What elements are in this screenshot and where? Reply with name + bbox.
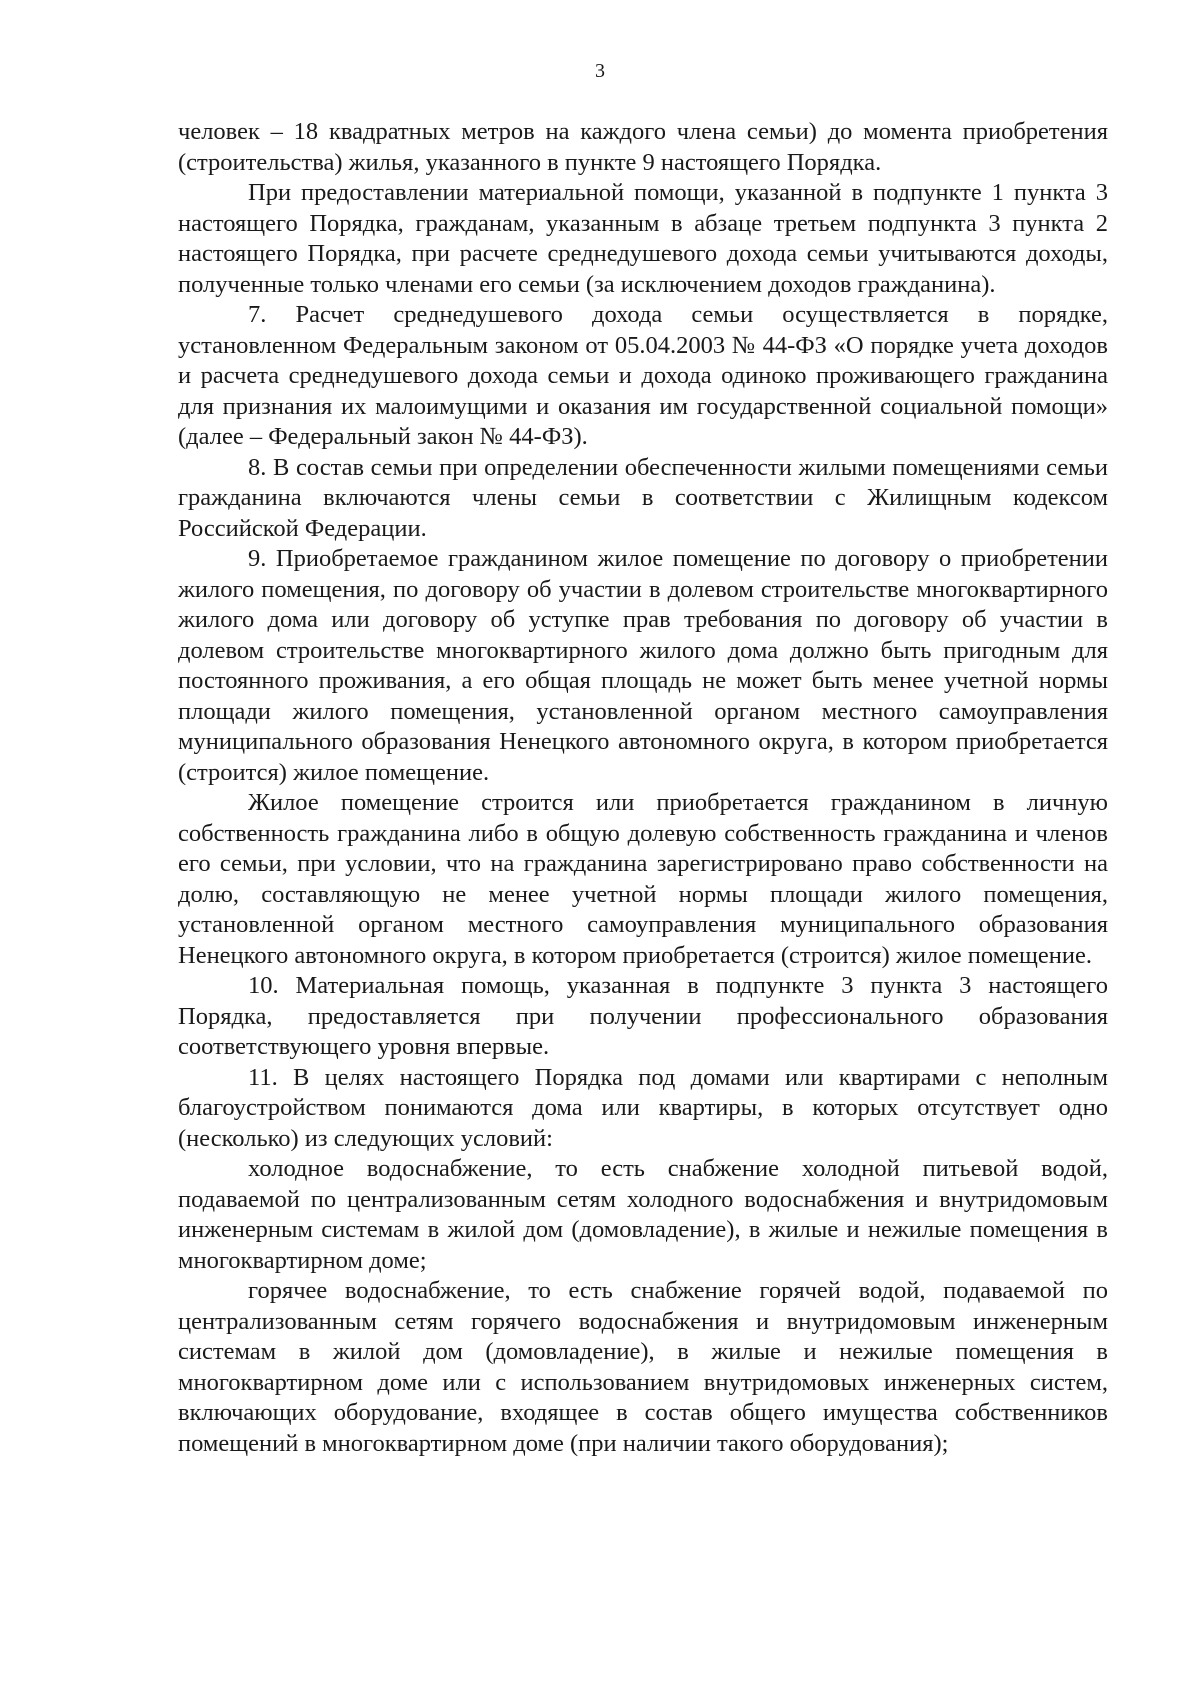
document-body: [178, 117, 1108, 1459]
paragraph-item-9: 9. Приобретаемое гражданином жилое помещение по договору о приобретении жилого помещения, по договору об участии в долевом строительстве многоквартирного жилого дома или договору об уступке прав требования по договору об участии в долевом строительстве многоквартирного жилого дома должно быть пригодным для постоянного проживания, а его общая площадь не может быть менее учетной нормы площади жилого помещения, установленной органом местного самоуправления муниципального образования Ненецкого автономного округа, в котором приобретается (строится) жилое помещение.: [178, 545, 1108, 786]
paragraph-item-8: 8. В состав семьи при определении обеспеченности жилыми помещениями семьи гражданина включаются члены семьи в соответствии с Жилищным кодексом Российской Федерации.: [178, 453, 1108, 542]
paragraph-cold-water-supply: холодное водоснабжение, то есть снабжение холодной питьевой водой, подаваемой по централизованным сетям холодного водоснабжения и внутридомовым инженерным системам в жилой дом (домовладение), в жилые и нежилые помещения в многоквартирном доме;: [178, 1155, 1108, 1274]
paragraph-continuation: человек – 18 квадратных метров на каждого члена семьи) до момента приобретения (строительства) жилья, указанного в пункте 9 настоящего Порядка.: [178, 118, 1108, 176]
page-number: 3: [595, 60, 605, 82]
paragraph-item-9-ownership: Жилое помещение строится или приобретается гражданином в личную собственность гражданина либо в общую долевую собственность гражданина и членов его семьи, при условии, что на гражданина зарегистрировано право собственности на долю, составляющую не менее учетной нормы площади жилого помещения, установленной органом местного самоуправления муниципального образования Ненецкого автономного округа, в котором приобретается (строится) жилое помещение.: [178, 789, 1108, 969]
paragraph-item-10: 10. Материальная помощь, указанная в подпункте 3 пункта 3 настоящего Порядка, предоставляется при получении профессионального образования соответствующего уровня впервые.: [178, 972, 1108, 1060]
paragraph-material-aid-income: При предоставлении материальной помощи, указанной в подпункте 1 пункта 3 настоящего Порядка, гражданам, указанным в абзаце третьем подпункта 3 пункта 2 настоящего Порядка, при расчете среднедушевого дохода семьи учитываются доходы, полученные только членами его семьи (за исключением доходов гражданина).: [178, 179, 1108, 298]
paragraph-item-7: 7. Расчет среднедушевого дохода семьи осуществляется в порядке, установленном Федеральным законом от 05.04.2003 № 44-ФЗ «О порядке учета доходов и расчета среднедушевого дохода семьи и дохода одиноко проживающего гражданина для признания их малоимущими и оказания им государственной социальной помощи» (далее – Федеральный закон № 44-ФЗ).: [178, 301, 1108, 450]
paragraph-hot-water-supply: горячее водоснабжение, то есть снабжение горячей водой, подаваемой по централизованным сетям горячего водоснабжения и внутридомовым инженерным системам в жилой дом (домовладение), в жилые и нежилые помещения в многоквартирном доме или с использованием внутридомовых инженерных систем, включающих оборудование, входящее в состав общего имущества собственников помещений в многоквартирном доме (при наличии такого оборудования);: [178, 1277, 1108, 1457]
paragraph-item-11: 11. В целях настоящего Порядка под домами или квартирами с неполным благоустройством понимаются дома или квартиры, в которых отсутствует одно (несколько) из следующих условий:: [178, 1063, 1108, 1152]
